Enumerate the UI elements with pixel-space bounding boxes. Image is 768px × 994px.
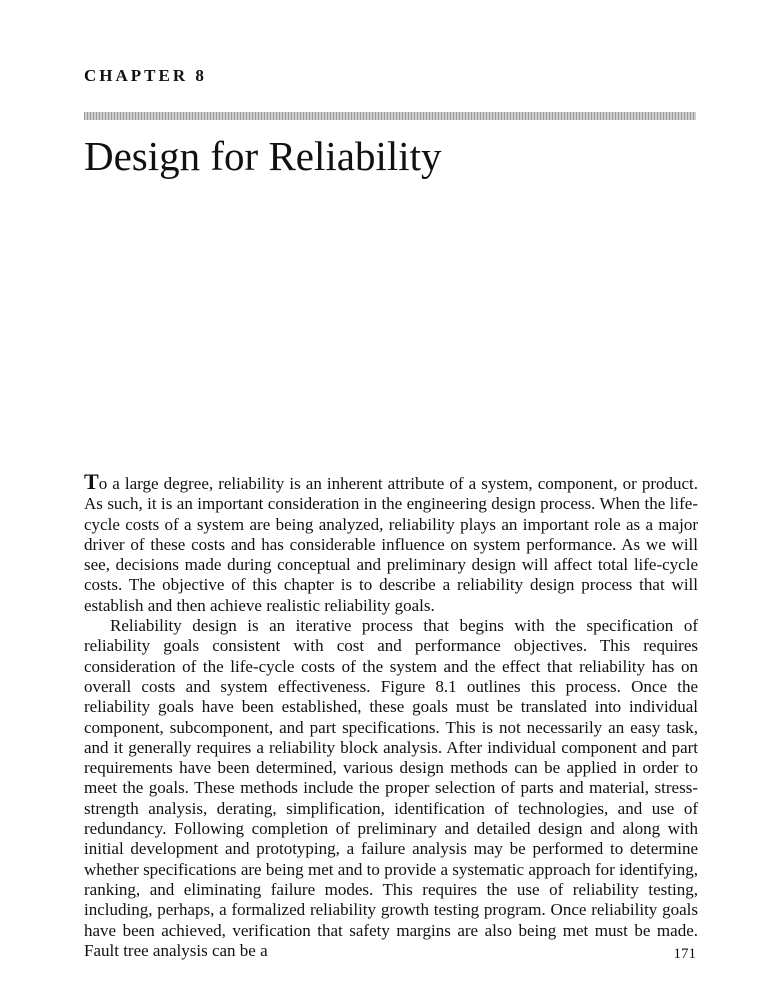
page-number: 171	[673, 946, 696, 962]
drop-cap-initial: T	[84, 469, 99, 494]
paragraph-1	[84, 469, 698, 616]
chapter-header-rule	[84, 112, 696, 120]
chapter-label: CHAPTER 8	[84, 66, 207, 85]
paragraph-2: Reliability design is an iterative process that begins with the specification of reliability goals consistent with cost and performance objectives. This requires consideration of the life-cycle costs of the system and the effect that reliability has on overall costs and system effectiveness. Figure 8.1 outlines this process. Once the reliability goals have been established, these goals must be translated into individual component, subcomponent, and part specifications. This is not necessarily an easy task, and it generally requires a reliability block analysis. After individual component and part requirements have been determined, various design methods can be applied in order to meet the goals. These methods include the proper selection of parts and material, stress-strength analysis, derating, simplification, identification of technologies, and use of redundancy. Following completion of preliminary and detailed design and along with initial development and prototyping, a failure analysis may be performed to determine whether specifications are being met and to provide a systematic approach for identifying, ranking, and eliminating failure modes. This requires the use of reliability testing, including, perhaps, a formalized reliability growth testing program. Once reliability goals have been achieved, verification that safety margins are also being met must be made. Fault tree analysis can be a	[84, 616, 698, 960]
paragraph-1-text: o a large degree, reliability is an inherent attribute of a system, component, or product. As such, it is an important consideration in the engineering design process. When the life-cycle costs of a system are being analyzed, reliability plays an important role as a major driver of these costs and has considerable influence on system performance. As we will see, decisions made during conceptual and preliminary design will affect total life-cycle costs. The objective of this chapter is to describe a reliability design process that will establish and then achieve realistic reliability goals.	[84, 474, 698, 615]
chapter-title: Design for Reliability	[84, 133, 442, 179]
body-text	[84, 469, 698, 961]
